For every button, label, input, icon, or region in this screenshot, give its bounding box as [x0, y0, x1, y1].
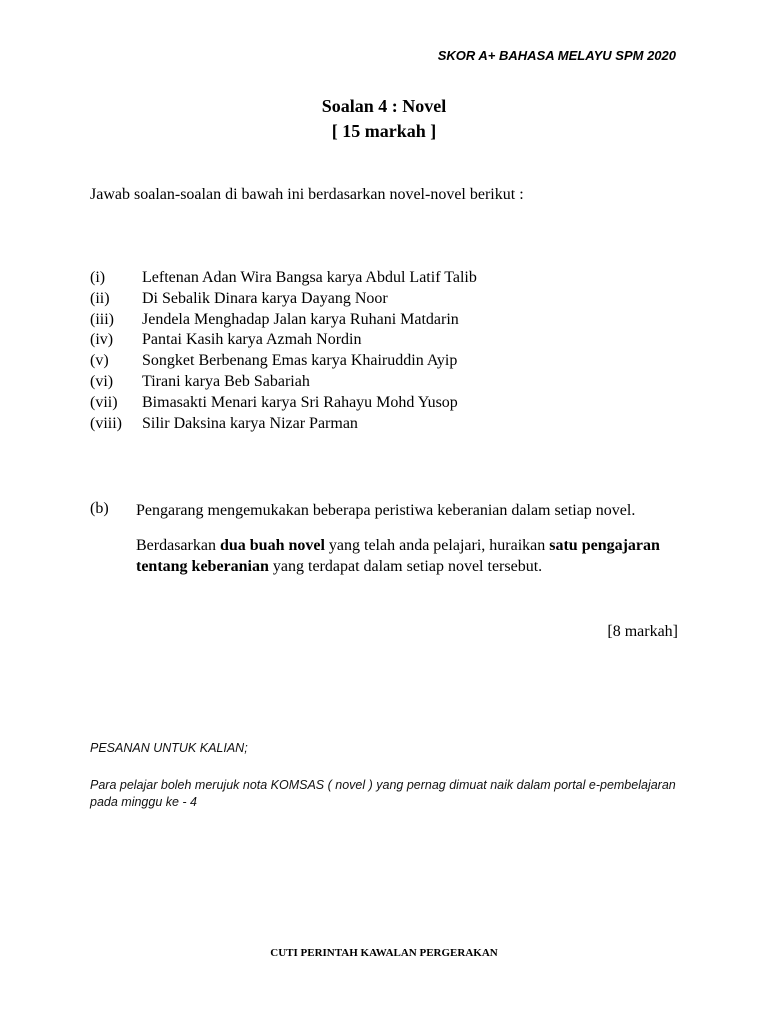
list-item	[90, 414, 477, 435]
list-item-number: (iii)	[90, 310, 114, 328]
list-item	[90, 372, 477, 393]
question-b-label: (b)	[90, 500, 109, 517]
instruction-text: yang telah anda pelajari, huraikan	[324, 537, 550, 554]
question-marks: [ 15 markah ]	[331, 121, 437, 141]
list-item	[90, 268, 477, 289]
instruction-emphasis: satu pengajaran tentang keberanian	[136, 537, 660, 575]
note-title: PESANAN UNTUK KALIAN;	[90, 741, 248, 755]
instruction-emphasis: dua buah novel	[219, 537, 325, 554]
list-item-number: (v)	[90, 352, 109, 370]
list-item-number: (iv)	[90, 331, 114, 349]
novel-list	[90, 268, 477, 434]
list-item-number: (i)	[90, 269, 106, 286]
list-item	[90, 310, 477, 331]
page-header: SKOR A+ BAHASA MELAYU SPM 2020	[437, 48, 676, 63]
note-body: Para pelajar boleh merujuk nota KOMSAS ( novel ) yang pernag dimuat naik dalam portal e-pembelajaran pada minggu ke - 4	[90, 778, 676, 809]
list-item-number: (vi)	[90, 372, 114, 390]
list-item-number: (viii)	[90, 414, 122, 432]
instruction-text: yang terdapat dalam setiap novel tersebut.	[268, 558, 543, 575]
question-b	[90, 500, 690, 577]
list-item	[90, 289, 477, 310]
question-b-instruction	[136, 535, 696, 577]
list-item-text: Tirani karya Beb Sabariah	[142, 372, 310, 390]
question-intro: Jawab soalan-soalan di bawah ini berdasarkan novel-novel berikut :	[90, 186, 524, 203]
list-item	[90, 393, 477, 414]
question-b-text: Pengarang mengemukakan beberapa peristiwa keberanian dalam setiap novel.	[136, 502, 636, 519]
list-item-text: Silir Daksina karya Nizar Parman	[142, 414, 358, 432]
list-item-number: (ii)	[90, 289, 110, 307]
list-item-number: (vii)	[90, 393, 118, 411]
list-item-text: Jendela Menghadap Jalan karya Ruhani Matdarin	[142, 310, 459, 328]
list-item	[90, 351, 477, 372]
instruction-text: Berdasarkan	[136, 537, 220, 554]
question-b-marks: [8 markah]	[607, 623, 678, 640]
list-item-text: Leftenan Adan Wira Bangsa karya Abdul Latif Talib	[142, 269, 477, 286]
question-title: Soalan 4 : Novel	[321, 96, 447, 116]
page-footer: CUTI PERINTAH KAWALAN PERGERAKAN	[270, 947, 498, 959]
list-item-text: Bimasakti Menari karya Sri Rahayu Mohd Yusop	[142, 393, 458, 411]
list-item	[90, 330, 477, 351]
list-item-text: Songket Berbenang Emas karya Khairuddin Ayip	[142, 352, 458, 370]
list-item-text: Pantai Kasih karya Azmah Nordin	[142, 331, 362, 349]
list-item-text: Di Sebalik Dinara karya Dayang Noor	[142, 289, 388, 307]
